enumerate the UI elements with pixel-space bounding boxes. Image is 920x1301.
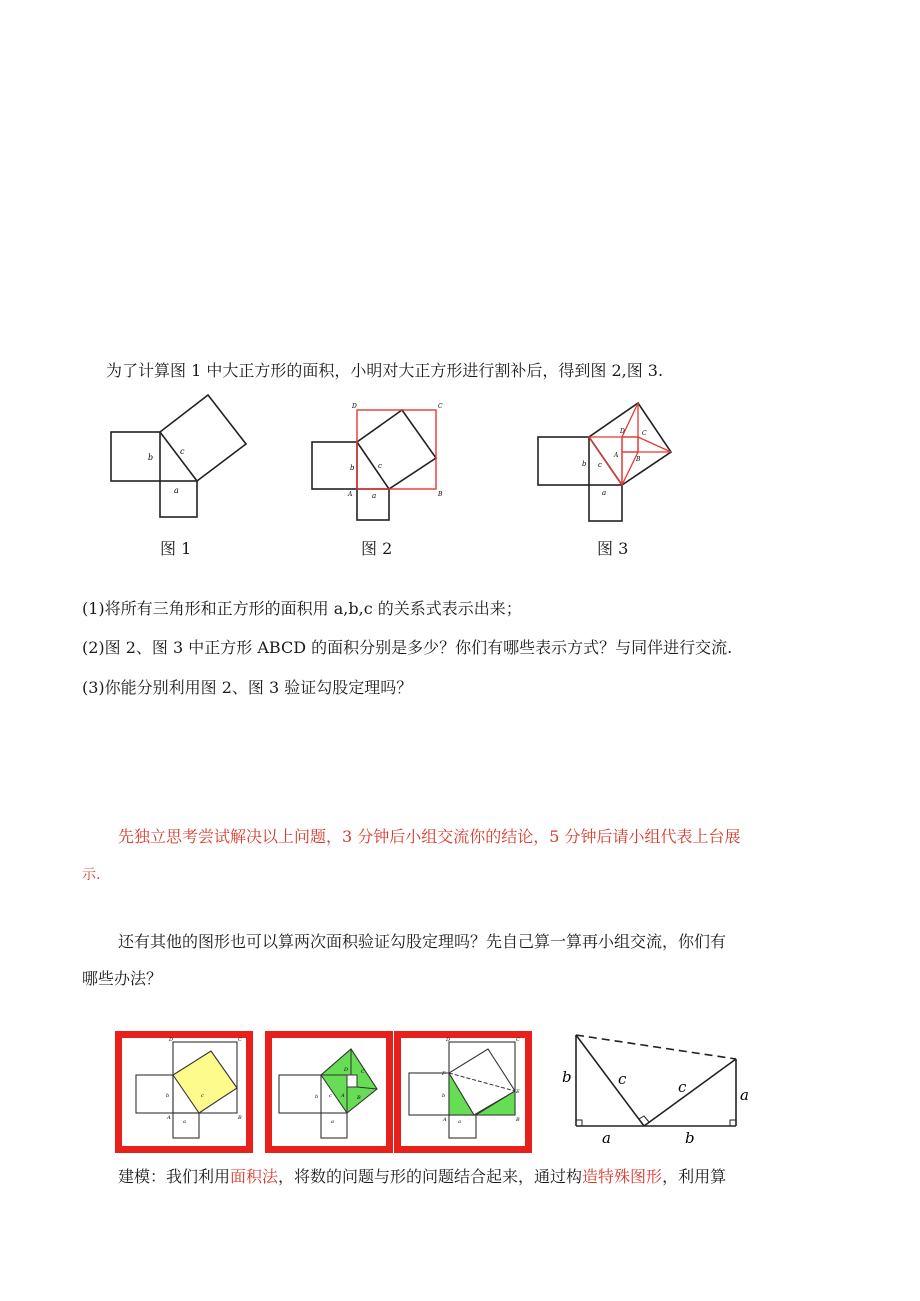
bf3-label-E: E <box>516 1089 520 1095</box>
bottom-figure-trapezoid <box>560 1030 750 1150</box>
bf4-label-c-left: c <box>618 1070 627 1088</box>
bf4-label-a-right: a <box>740 1086 749 1104</box>
bf3-label-F: F <box>442 1071 446 1077</box>
fig2-label-c: c <box>378 462 382 470</box>
bottom-figure-green <box>265 1031 393 1153</box>
question-3: (3)你能分别利用图 2、图 3 验证勾股定理吗？ <box>82 678 413 697</box>
bf1-label-A: A <box>167 1115 171 1121</box>
fig2-label-C: C <box>438 403 443 410</box>
fig1-label-c: c <box>180 447 185 456</box>
bf1-label-C: C <box>238 1037 242 1043</box>
fig2-label-a: a <box>372 492 377 500</box>
instruction-line-1: 先独立思考尝试解决以上问题，3 分钟后小组交流你的结论，5 分钟后请小组代表上台展 <box>118 827 741 846</box>
fig3-label-b: b <box>582 460 587 468</box>
bf3-label-a: a <box>458 1119 461 1125</box>
bf4-label-b-left: b <box>562 1068 572 1086</box>
caption-fig1: 图 1 <box>160 539 192 558</box>
fig3-label-B: B <box>636 456 641 463</box>
modeling-part-1: 建模：我们利用 <box>118 1167 231 1186</box>
fig3-label-C: C <box>642 430 647 437</box>
bf3-label-D: D <box>446 1037 451 1043</box>
bf3-label-b: b <box>442 1093 446 1099</box>
figure-2 <box>300 398 460 528</box>
modeling-part-2: ，将数的问题与形的问题结合起来，通过构 <box>278 1167 583 1186</box>
bf3-label-B: B <box>516 1117 520 1123</box>
fig1-label-b: b <box>148 453 154 462</box>
bf2-label-c: c <box>329 1093 332 1099</box>
bf2-label-A: A <box>341 1093 345 1099</box>
bf4-label-c-right: c <box>678 1078 687 1096</box>
fig3-label-c: c <box>598 461 602 469</box>
extension-line-1: 还有其他的图形也可以算两次面积验证勾股定理吗？先自己算一算再小组交流，你们有 <box>118 932 727 951</box>
fig1-label-a: a <box>174 486 179 495</box>
bf1-label-a: a <box>183 1119 186 1125</box>
modeling-text <box>118 1166 726 1188</box>
extension-line-2: 哪些办法？ <box>82 969 163 988</box>
caption-fig3: 图 3 <box>597 539 629 558</box>
caption-fig2: 图 2 <box>361 539 393 558</box>
bf2-label-b: b <box>315 1094 319 1100</box>
bf2-label-C: C <box>361 1069 365 1075</box>
fig2-label-A: A <box>348 491 353 498</box>
fig2-label-D: D <box>352 403 357 410</box>
figure-3 <box>530 395 690 525</box>
modeling-part-3: ，利用算 <box>662 1167 727 1186</box>
bottom-figure-dashed <box>394 1031 532 1153</box>
fig3-label-A: A <box>614 452 619 459</box>
bf1-label-B: B <box>238 1115 242 1121</box>
fig2-label-B: B <box>438 491 443 498</box>
bf3-label-C: C <box>516 1037 520 1043</box>
bf1-label-b: b <box>166 1093 170 1099</box>
bf2-label-D: D <box>344 1067 349 1073</box>
fig3-label-a: a <box>602 489 607 497</box>
fig3-label-D: D <box>620 428 625 435</box>
bf1-label-D: D <box>169 1037 174 1043</box>
question-2: (2)图 2、图 3 中正方形 ABCD 的面积分别是多少？你们有哪些表示方式？与同伴进行交流. <box>82 638 733 657</box>
bf4-label-b-bottom: b <box>685 1129 695 1147</box>
bf2-label-a: a <box>331 1119 334 1125</box>
modeling-area-method: 面积法 <box>230 1167 279 1186</box>
bf2-label-B: B <box>357 1095 361 1101</box>
bf4-label-a-bottom: a <box>602 1129 611 1147</box>
modeling-special-figure: 造特殊图形 <box>582 1167 663 1186</box>
figure-1 <box>100 385 260 525</box>
bf1-label-c: c <box>201 1093 204 1099</box>
question-1: (1)将所有三角形和正方形的面积用 a,b,c 的关系式表示出来； <box>82 599 522 618</box>
fig2-label-b: b <box>350 464 355 472</box>
intro-text: 为了计算图 1 中大正方形的面积，小明对大正方形进行割补后，得到图 2,图 3. <box>106 361 664 380</box>
instruction-line-2: 示. <box>82 867 101 883</box>
bf3-label-A: A <box>443 1117 447 1123</box>
bottom-figure-yellow <box>115 1031 253 1153</box>
